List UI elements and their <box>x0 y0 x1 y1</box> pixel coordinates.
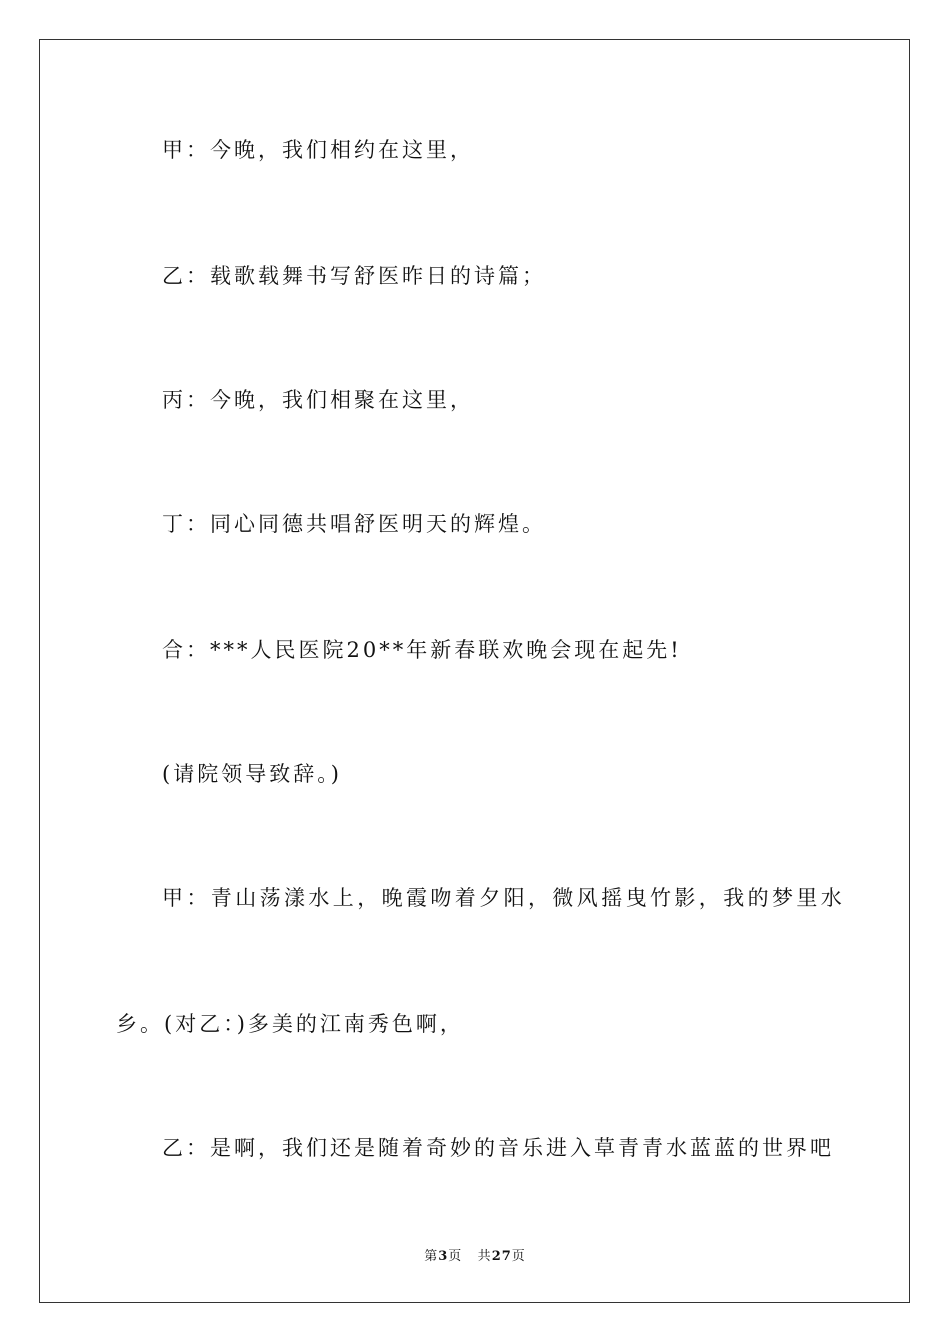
footer-page-prefix: 第 <box>424 1249 439 1264</box>
footer-total-pages: 27 <box>491 1249 512 1264</box>
page-footer <box>0 1248 950 1266</box>
page-border <box>39 39 910 1303</box>
dialogue-line-4: 丁：同心同德共唱舒医明天的辉煌。 <box>162 512 546 536</box>
stage-direction-line: (请院领导致辞。) <box>162 762 342 786</box>
dialogue-line-7 <box>162 884 846 912</box>
dialogue-line-5: 合：***人民医院20**年新春联欢晚会现在起先! <box>162 638 682 662</box>
dialogue-line-1: 甲：今晚，我们相约在这里， <box>162 138 474 162</box>
footer-page-number: 3 <box>438 1249 449 1264</box>
dialogue-line-3: 丙：今晚，我们相聚在这里， <box>162 388 474 412</box>
dialogue-line-2: 乙：载歌载舞书写舒医昨日的诗篇； <box>162 264 546 288</box>
dialogue-line-9: 乙：是啊，我们还是随着奇妙的音乐进入草青青水蓝蓝的世界吧 <box>162 1136 834 1160</box>
footer-page-suffix: 页 <box>448 1249 463 1264</box>
dialogue-line-7-continued: 乡。(对乙：)多美的江南秀色啊， <box>116 1012 464 1036</box>
footer-total-prefix: 共 <box>477 1249 492 1264</box>
dialogue-line-7-text: 甲：青山荡漾水上，晚霞吻着夕阳，微风摇曳竹影，我的梦里水 <box>162 886 846 910</box>
footer-total-suffix: 页 <box>511 1249 526 1264</box>
